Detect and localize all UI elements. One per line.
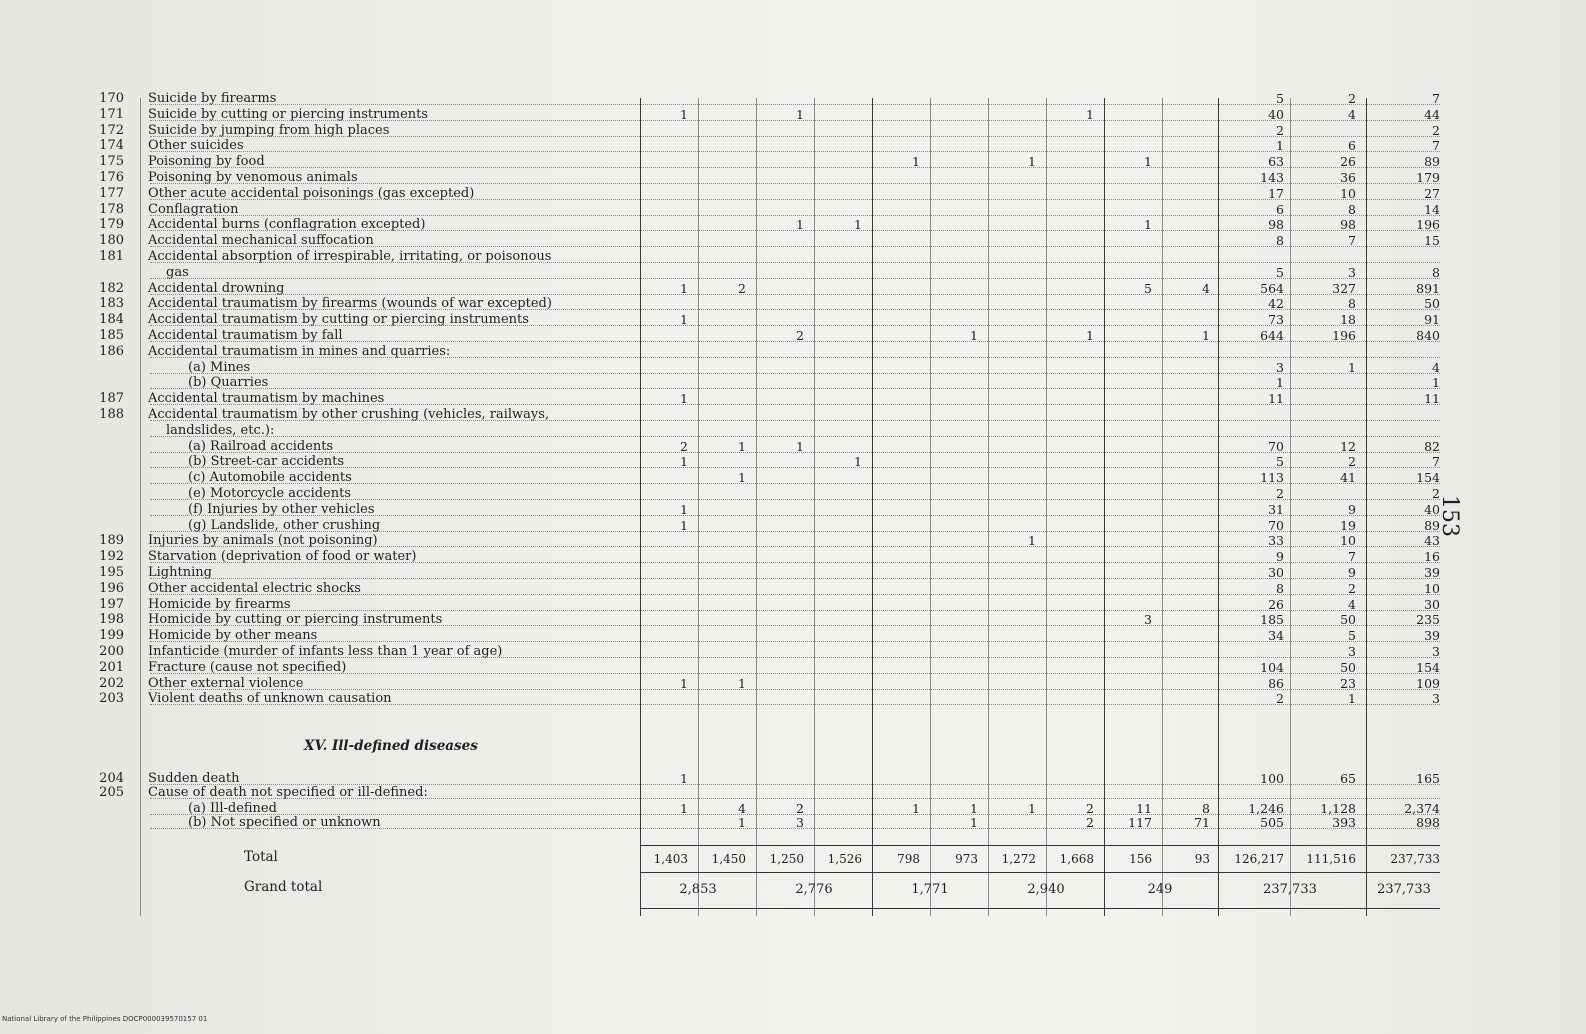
row-label: Conflagration [148,201,239,217]
row-label: Poisoning by food [148,154,265,170]
table-cell: 2 [1432,486,1440,501]
table-cell: 1 [970,801,978,816]
table-cell: 1 [680,675,688,691]
table-cell: 1 [1348,359,1356,375]
table-cell: 4 [1348,106,1356,122]
column-rule [140,98,141,916]
column-rule [930,98,931,916]
table-cell: 564 [1260,280,1284,296]
table-cell: 41 [1340,470,1356,486]
table-cell: 10 [1424,580,1440,596]
table-cell: 1 [680,312,688,328]
table-cell: 3 [1276,359,1284,375]
table-cell: 1 [680,801,688,816]
table-cell: 7 [1432,454,1440,470]
page-number: 153 [1437,495,1462,537]
table-cell: 86 [1268,675,1284,691]
table-cell: 2 [1348,580,1356,596]
table-cell: 23 [1340,675,1356,691]
row-label: gas [166,264,189,280]
total-cell: 126,217 [1234,852,1284,866]
total-cell: 1,450 [711,852,746,866]
column-rule [698,98,699,916]
row-label: Accidental mechanical suffocation [148,233,374,249]
table-cell: 65 [1340,771,1356,786]
row-label: Suicide by firearms [148,91,277,106]
total-cell: 1,526 [827,852,862,866]
table-cell: 26 [1268,596,1284,612]
table-cell: 36 [1340,170,1356,185]
grand-total-cell: 2,940 [1027,882,1065,897]
column-rule [1162,98,1163,916]
table-cell: 2 [1348,454,1356,470]
row-label: (e) Motorcycle accidents [188,486,352,501]
table-cell: 8 [1348,201,1356,217]
row-number: 170 [99,91,124,106]
table-cell: 44 [1424,106,1440,122]
row-label: Other acute accidental poisonings (gas excepted) [148,185,475,201]
table-cell: 18 [1340,312,1356,328]
table-cell: 34 [1268,628,1284,644]
table-cell: 3 [1144,612,1152,628]
row-number: 202 [99,675,124,691]
table-cell: 143 [1260,170,1284,185]
total-cell: 111,516 [1306,852,1356,866]
row-label: (b) Street-car accidents [188,454,345,470]
table-cell: 91 [1424,312,1440,328]
total-cell: 93 [1194,852,1210,866]
table-cell: 5 [1276,264,1284,280]
table-cell: 1 [1202,328,1210,343]
row-label: (b) Quarries [188,375,269,391]
table-cell: 9 [1276,549,1284,565]
total-cell: 1,250 [769,852,804,866]
table-cell: 7 [1432,138,1440,154]
table-cell: 1 [1276,375,1284,391]
table-cell: 4 [738,801,746,816]
row-number: 184 [99,312,124,328]
table-cell: 4 [1348,596,1356,612]
table-cell: 7 [1432,91,1440,106]
table-cell: 82 [1424,438,1440,454]
table-cell: 1 [1028,801,1036,816]
row-number: 195 [99,565,124,580]
table-cell: 1 [680,771,688,786]
table-cell: 1 [912,801,920,816]
row-number: 201 [99,659,124,675]
row-label: Other external violence [148,675,304,691]
table-cell: 235 [1416,612,1440,628]
table-cell: 1 [680,517,688,533]
row-number: 175 [99,154,124,170]
table-cell: 1 [738,675,746,691]
table-cell: 8 [1348,296,1356,312]
table-cell: 5 [1144,280,1152,296]
table-cell: 2,374 [1404,801,1440,816]
table-cell: 2 [796,801,804,816]
table-cell: 327 [1332,280,1356,296]
row-number: 205 [99,785,124,800]
row-label: Accidental traumatism by machines [148,391,385,407]
table-cell: 8 [1276,580,1284,596]
row-number: 200 [99,644,124,659]
row-label: landslides, etc.): [166,422,275,438]
table-cell: 1 [1144,217,1152,233]
grand-total-label: Grand total [244,879,323,895]
grand-total-cell: 1,771 [911,882,949,897]
table-cell: 63 [1268,154,1284,170]
table-cell: 898 [1416,815,1440,830]
table-cell: 3 [1348,264,1356,280]
table-cell: 1 [1028,154,1036,170]
row-label: Violent deaths of unknown causation [148,691,392,707]
table-cell: 4 [1202,280,1210,296]
table-cell: 2 [1276,486,1284,501]
row-label: Accidental absorption of irrespirable, irritating, or poisonous [148,249,552,264]
column-rule [1290,98,1291,916]
row-number: 196 [99,580,124,596]
column-rule [1366,98,1367,916]
table-cell: 43 [1424,533,1440,549]
row-label: (a) Railroad accidents [188,438,334,454]
row-label: Homicide by other means [148,628,318,644]
row-number: 176 [99,170,124,185]
table-cell: 1 [854,217,862,233]
table-cell: 30 [1268,565,1284,580]
table-cell: 196 [1332,328,1356,343]
row-label: Accidental traumatism by other crushing (vehicles, railways, [148,407,550,422]
row-label: Accidental burns (conflagration excepted) [148,217,426,233]
row-label: (a) Mines [188,359,251,375]
table-cell: 1 [1432,375,1440,391]
table-cell: 1 [680,454,688,470]
row-label: Accidental traumatism by firearms (wounds of war excepted) [148,296,552,312]
table-cell: 117 [1128,815,1152,830]
dot-leader [150,435,1440,437]
table-cell: 30 [1424,596,1440,612]
table-cell: 50 [1340,612,1356,628]
table-cell: 1,246 [1248,801,1284,816]
table-cell: 39 [1424,628,1440,644]
table-cell: 5 [1348,628,1356,644]
row-number: 171 [99,106,124,122]
table-cell: 16 [1424,549,1440,565]
table-cell: 196 [1416,217,1440,233]
row-number: 177 [99,185,124,201]
row-label: (b) Not specified or unknown [188,815,381,830]
column-rule [988,98,989,916]
table-cell: 2 [738,280,746,296]
grand-total-cell: 237,733 [1263,882,1317,897]
table-cell: 11 [1424,391,1440,407]
row-label: (g) Landslide, other crushing [188,517,381,533]
row-label: Lightning [148,565,212,580]
table-cell: 8 [1276,233,1284,249]
table-cell: 104 [1260,659,1284,675]
table-cell: 1 [1086,106,1094,122]
row-number: 192 [99,549,124,565]
row-label: (c) Automobile accidents [188,470,352,486]
total-cell: 156 [1129,852,1152,866]
table-cell: 6 [1348,138,1356,154]
total-cell: 1,403 [653,852,688,866]
row-number: 197 [99,596,124,612]
table-cell: 1 [796,438,804,454]
table-cell: 1 [970,328,978,343]
total-cell: 237,733 [1390,852,1440,866]
table-cell: 840 [1416,328,1440,343]
table-cell: 89 [1424,517,1440,533]
table-cell: 11 [1136,801,1152,816]
section-title: XV. Ill-defined diseases [304,738,478,754]
row-label: (a) Ill-defined [188,801,277,816]
table-cell: 1 [680,391,688,407]
table-cell: 89 [1424,154,1440,170]
table-cell: 100 [1260,771,1284,786]
row-label: (f) Injuries by other vehicles [188,501,375,517]
row-label: Infanticide (murder of infants less than 1 year of age) [148,644,503,659]
table-cell: 1 [1028,533,1036,549]
table-cell: 2 [1432,122,1440,138]
row-label: Fracture (cause not specified) [148,659,347,675]
table-cell: 7 [1348,549,1356,565]
row-label: Accidental traumatism by cutting or piercing instruments [148,312,529,328]
table-cell: 9 [1348,501,1356,517]
table-cell: 2 [1276,691,1284,707]
table-cell: 27 [1424,185,1440,201]
row-number: 203 [99,691,124,707]
column-rule [1218,98,1219,916]
grand-total-cell: 249 [1147,882,1173,897]
row-label: Homicide by firearms [148,596,291,612]
row-label: Suicide by jumping from high places [148,122,390,138]
table-cell: 6 [1276,201,1284,217]
row-number: 186 [99,343,124,359]
table-cell: 3 [796,815,804,830]
table-cell: 1 [912,154,920,170]
table-cell: 1 [738,470,746,486]
row-label: Homicide by cutting or piercing instruments [148,612,443,628]
table-cell: 26 [1340,154,1356,170]
table-cell: 165 [1416,771,1440,786]
table-cell: 70 [1268,517,1284,533]
table-cell: 5 [1276,454,1284,470]
row-number: 181 [99,249,124,264]
table-cell: 393 [1332,815,1356,830]
table-cell: 154 [1416,659,1440,675]
row-label: Other suicides [148,138,244,154]
row-label: Starvation (deprivation of food or water) [148,549,417,565]
column-rule [1046,98,1047,916]
row-number: 198 [99,612,124,628]
table-cell: 19 [1340,517,1356,533]
table-cell: 10 [1340,185,1356,201]
grand-total-cell: 2,776 [795,882,833,897]
table-cell: 12 [1340,438,1356,454]
grand-total-cell: 237,733 [1377,882,1431,897]
table-cell: 1 [738,438,746,454]
table-cell: 2 [1086,815,1094,830]
table-cell: 1 [796,106,804,122]
total-rule-bottom [640,872,1440,873]
row-label: Cause of death not specified or ill-defined: [148,785,428,800]
row-number: 182 [99,280,124,296]
table-cell: 891 [1416,280,1440,296]
row-number: 174 [99,138,124,154]
row-number: 179 [99,217,124,233]
table-cell: 185 [1260,612,1284,628]
row-number: 189 [99,533,124,549]
table-bottom-rule [640,908,1440,909]
table-cell: 42 [1268,296,1284,312]
table-cell: 2 [1348,91,1356,106]
table-cell: 40 [1424,501,1440,517]
row-number: 188 [99,407,124,422]
table-cell: 11 [1268,391,1284,407]
table-cell: 3 [1348,644,1356,659]
table-cell: 2 [1276,122,1284,138]
total-cell: 1,668 [1059,852,1094,866]
table-cell: 1 [1276,138,1284,154]
table-cell: 8 [1432,264,1440,280]
row-number: 178 [99,201,124,217]
table-cell: 7 [1348,233,1356,249]
row-number: 183 [99,296,124,312]
table-cell: 3 [1432,691,1440,707]
column-rule [872,98,873,916]
table-cell: 1 [738,815,746,830]
table-cell: 2 [1086,801,1094,816]
table-cell: 10 [1340,533,1356,549]
total-cell: 798 [897,852,920,866]
row-label: Accidental drowning [148,280,285,296]
table-cell: 15 [1424,233,1440,249]
table-cell: 70 [1268,438,1284,454]
table-cell: 31 [1268,501,1284,517]
table-cell: 1 [854,454,862,470]
table-cell: 4 [1432,359,1440,375]
row-label: Injuries by animals (not poisoning) [148,533,378,549]
total-cell: 1,272 [1001,852,1036,866]
table-cell: 73 [1268,312,1284,328]
table-cell: 39 [1424,565,1440,580]
table-cell: 1 [796,217,804,233]
row-number: 185 [99,328,124,343]
table-cell: 2 [796,328,804,343]
table-cell: 154 [1416,470,1440,486]
total-cell: 973 [955,852,978,866]
table-cell: 9 [1348,565,1356,580]
row-label: Poisoning by venomous animals [148,170,358,185]
table-cell: 109 [1416,675,1440,691]
table-cell: 98 [1268,217,1284,233]
table-cell: 50 [1340,659,1356,675]
table-cell: 1 [1144,154,1152,170]
table-cell: 40 [1268,106,1284,122]
table-cell: 14 [1424,201,1440,217]
row-number: 187 [99,391,124,407]
grand-total-cell: 2,853 [679,882,717,897]
total-rule-top [640,845,1440,846]
table-cell: 1 [1086,328,1094,343]
table-cell: 1 [680,106,688,122]
table-cell: 1 [680,501,688,517]
row-label: Sudden death [148,771,240,786]
row-label: Accidental traumatism by fall [148,328,343,343]
table-cell: 1 [970,815,978,830]
row-label: Other accidental electric shocks [148,580,361,596]
row-number: 204 [99,771,124,786]
table-cell: 2 [680,438,688,454]
table-cell: 113 [1260,470,1284,486]
table-cell: 644 [1260,328,1284,343]
row-number: 199 [99,628,124,644]
table-cell: 1,128 [1320,801,1356,816]
table-cell: 33 [1268,533,1284,549]
footer-credit: National Library of the Philippines DOCP000039570157 01 [2,1015,208,1023]
table-cell: 17 [1268,185,1284,201]
table-cell: 3 [1432,644,1440,659]
row-number: 180 [99,233,124,249]
row-label: Accidental traumatism in mines and quarries: [148,343,451,359]
table-cell: 8 [1202,801,1210,816]
table-cell: 5 [1276,91,1284,106]
table-cell: 1 [680,280,688,296]
row-number: 172 [99,122,124,138]
row-label: Suicide by cutting or piercing instruments [148,106,429,122]
total-label: Total [244,849,278,865]
table-cell: 71 [1194,815,1210,830]
table-cell: 179 [1416,170,1440,185]
table-cell: 505 [1260,815,1284,830]
table-cell: 50 [1424,296,1440,312]
table-cell: 1 [1348,691,1356,707]
table-cell: 98 [1340,217,1356,233]
